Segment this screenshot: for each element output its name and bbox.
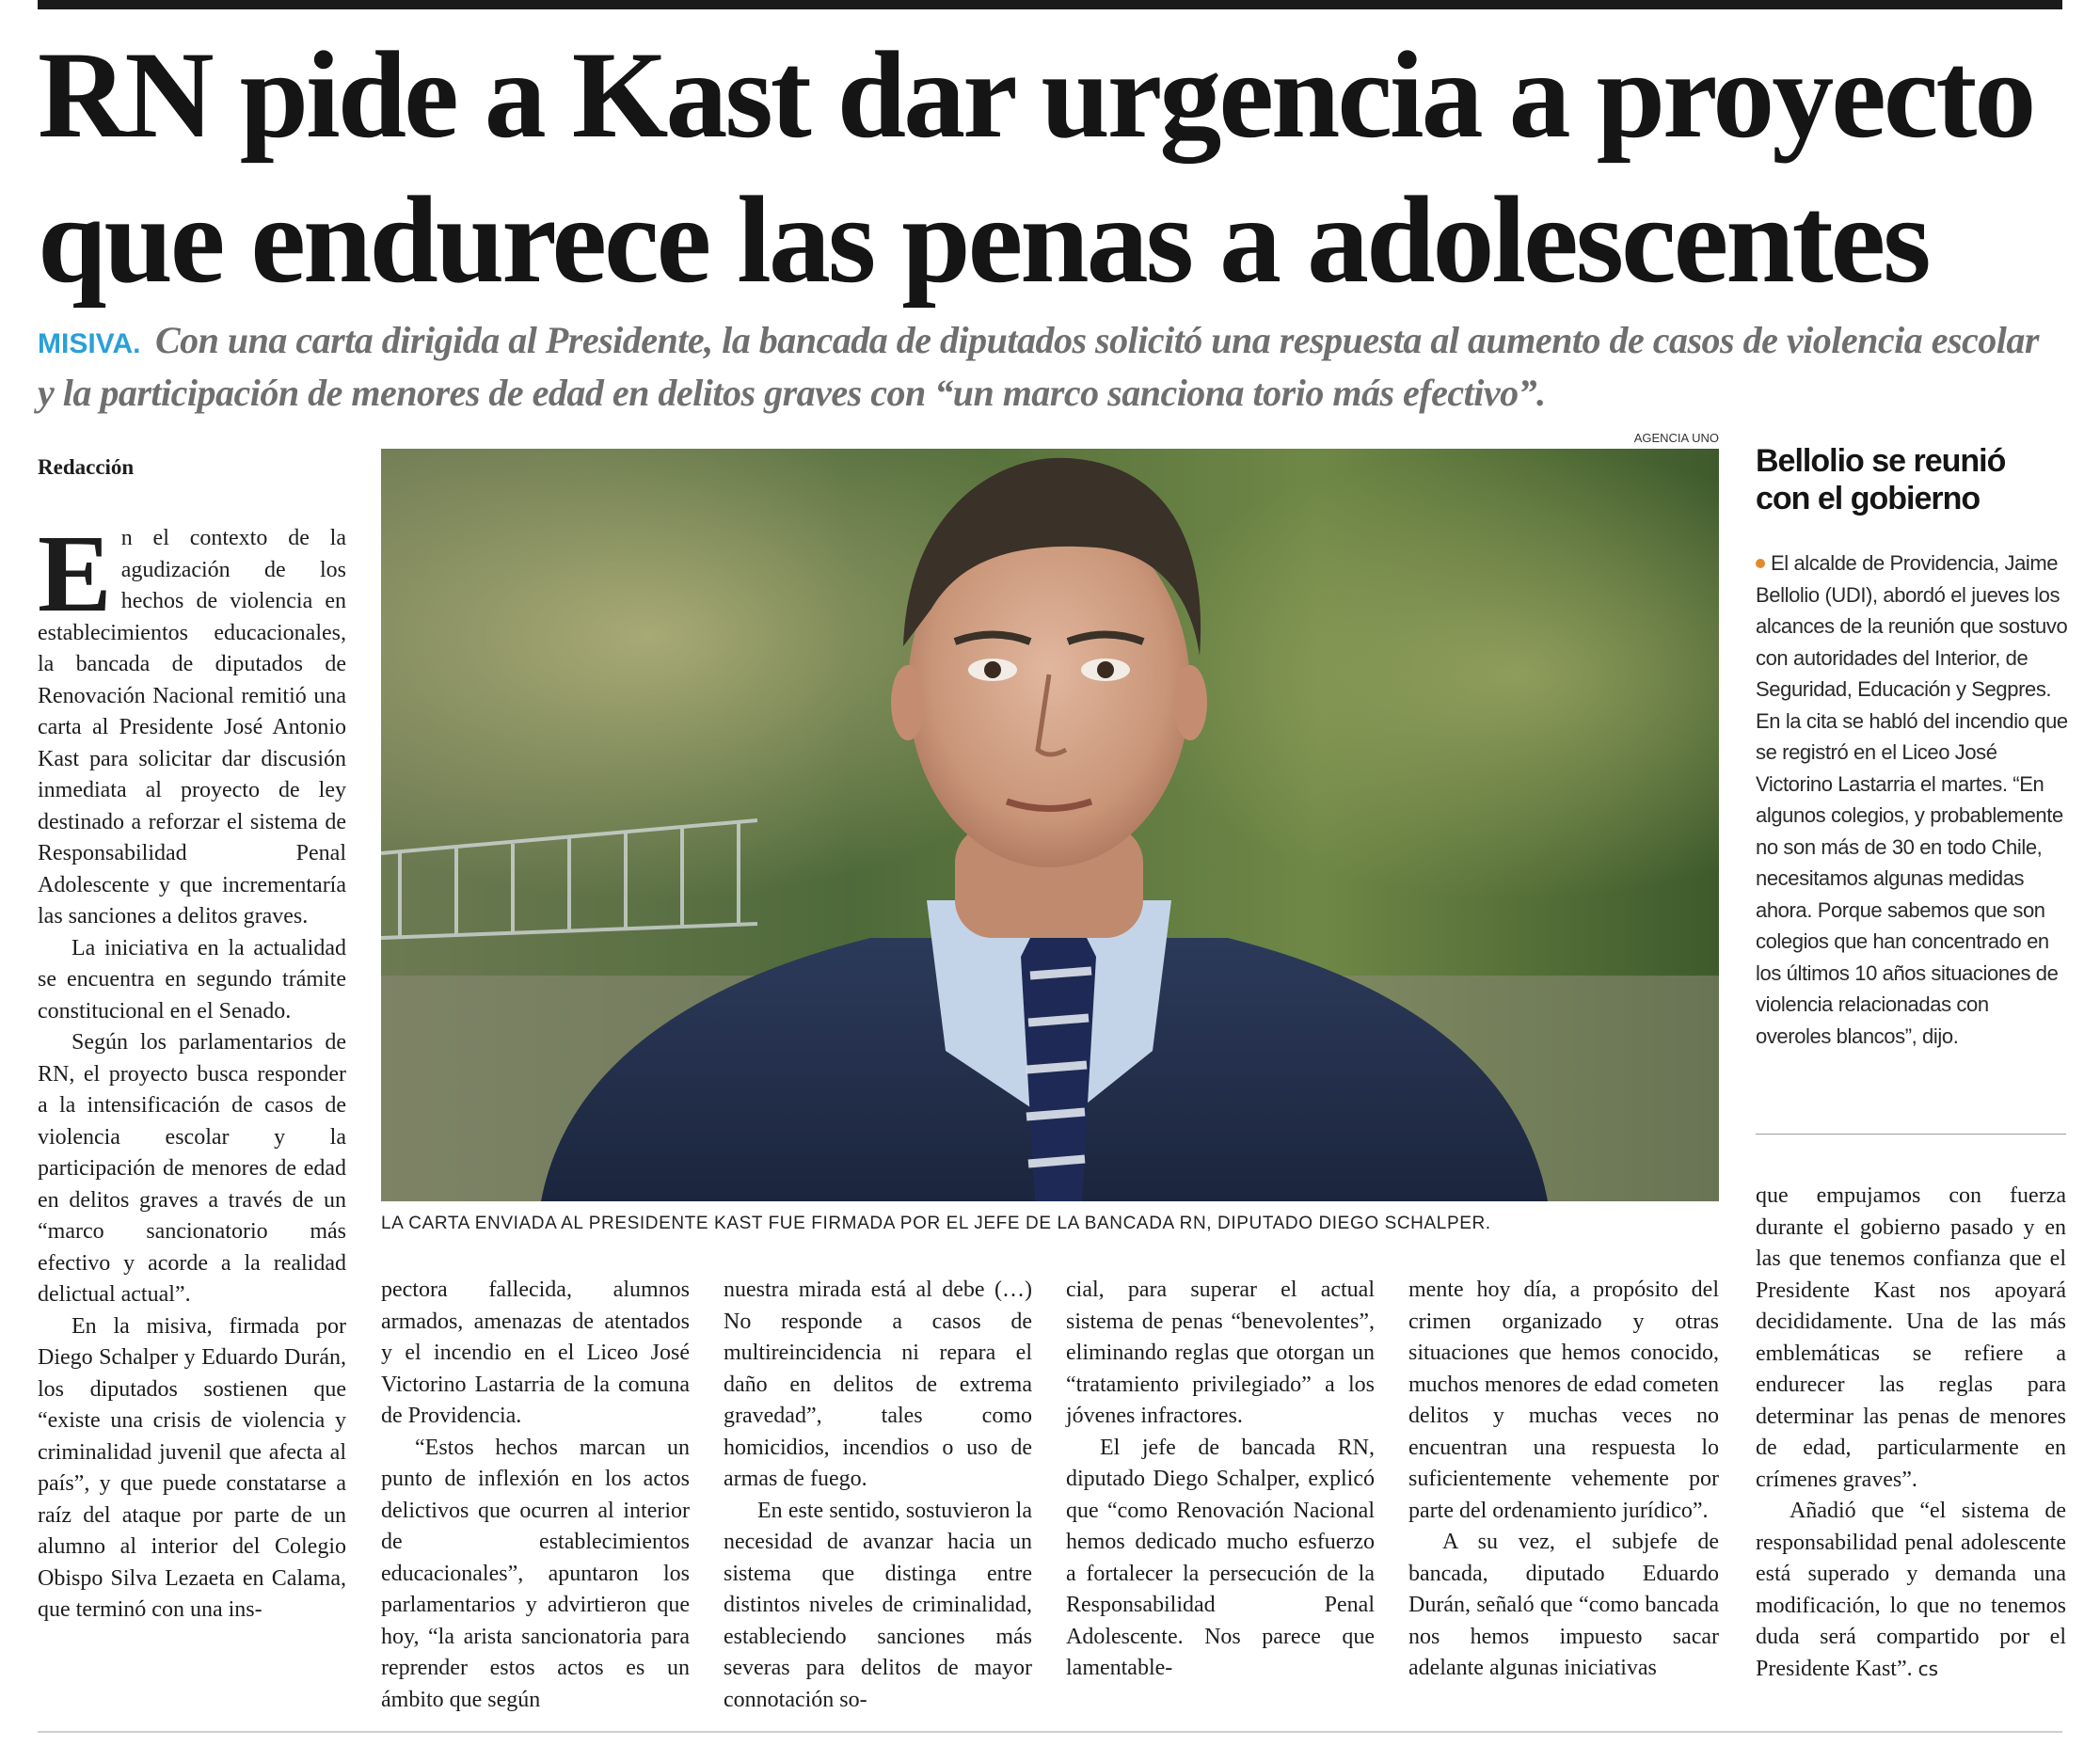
article-paragraph: Según los parlamentarios de RN, el proyecto busca responder a la intensificación de casos de violencia escolar y la participación de menores de edad en delitos graves a través de un “marco sancionatorio más efectivo y acorde a la realidad delictual actual”. (38, 1030, 346, 1307)
photo-caption: LA CARTA ENVIADA AL PRESIDENTE KAST FUE FIRMADA POR EL JEFE DE LA BANCADA RN, DIPUTADO DIEGO SCHALPER. (381, 1214, 1491, 1233)
bullet-icon (1756, 559, 1765, 568)
article-paragraph: En el contexto de la agudización de los hechos de violencia en establecimientos educacionales, la bancada de diputados de Renovación Nacional remitió una carta al Presidente José Antonio Kast para solicitar dar discusión inmediata al proyecto de ley destinado a reforzar el sistema de Responsabilidad Penal Adolescente y que incrementaría las sanciones a delitos graves. (38, 512, 346, 929)
deck (38, 316, 2060, 418)
deck-kicker: MISIVA. (38, 328, 141, 359)
photo (381, 449, 1719, 1201)
byline: Redacción (38, 455, 135, 479)
headline-line-2: que endurece las penas a adolescentes (38, 170, 1929, 309)
article-paragraph: A su vez, el subjefe de bancada, diputado Eduardo Durán, señaló que “como bancada nos hemos impuesto sacar adelante algunas iniciativas (1408, 1530, 1719, 1680)
article-column-4 (1066, 1275, 1375, 1685)
article-paragraph: En este sentido, sostuvieron la necesidad de avanzar hacia un sistema que distinga entre distintos niveles de criminalidad, estableciendo sanciones más severas para delitos de mayor connotación so- (724, 1498, 1032, 1712)
article-paragraph: En la misiva, firmada por Diego Schalper y Eduardo Durán, los diputados sostienen que “existe una crisis de violencia y criminalidad juvenil que afecta al país”, y que puede constatarse a raíz del ataque por parte de un alumno al interior del Colegio Obispo Silva Lezaeta en Calama, que terminó con una ins- (38, 1313, 346, 1622)
article-paragraph: La iniciativa en la actualidad se encuentra en segundo trámite constitucional en el Senado. (38, 935, 346, 1024)
article-paragraph: cial, para superar el actual sistema de penas “benevolentes”, eliminando reglas que otorgan un “tratamiento privilegiado” a los jóvenes infractores. (1066, 1278, 1375, 1428)
article-paragraph: mente hoy día, a propósito del crimen organizado y otras situaciones que hemos conocido, muchos menores de edad cometen delitos y muchas veces no encuentran una respuesta lo suficientemente vehemente por parte del ordenamiento jurídico”. (1408, 1278, 1719, 1523)
article-column-1 (38, 512, 346, 1627)
bottom-rule (38, 1731, 2062, 1733)
sidebar-divider (1756, 1134, 2066, 1135)
headline (38, 23, 2070, 312)
article-paragraph: nuestra mirada está al debe (…) No responde a casos de multireincidencia ni repara el daño en delitos de extrema gravedad”, tales como homicidios, incendios o uso de armas de fuego. (724, 1278, 1032, 1491)
deck-text: Con una carta dirigida al Presidente, la bancada de diputados solicitó una respuesta al aumento de casos de violencia escolar y la participación de menores de edad en delitos graves con “un marco sanciona torio más efectivo”. (38, 319, 2039, 414)
article-paragraph: “Estos hechos marcan un punto de inflexión en los actos delictivos que ocurren al interior de establecimientos educacionales”, apuntaron los parlamentarios y advirtieron que hoy, “la arista sancionatoria para reprender estos actos es un ámbito que según (381, 1435, 690, 1712)
headline-line-1: RN pide a Kast dar urgencia a proyecto (38, 25, 2034, 164)
sidebar-text: El alcalde de Providencia, Jaime Bellolio (UDI), abordó el jueves los alcances de la reunión que sostuvo con autoridades del Interior, de Seguridad, Educación y Segpres. En la cita se habló del incendio que se registró en el Liceo José Victorino Lastarria el martes. “En algunos colegios, y probablemente no son más de 30 en todo Chile, necesitamos algunas medidas ahora. Porque sabemos que son colegios que han concentrado en los últimos 10 años situaciones de violencia relacionadas con overoles blancos”, dijo. (1756, 551, 2068, 1048)
article-column-6 (1756, 1181, 2066, 1685)
drop-cap: E (38, 512, 112, 635)
portrait-photo (381, 449, 1719, 1201)
sidebar-title: Bellolio se reunió con el gobierno (1756, 443, 2006, 516)
article-column-2 (381, 1275, 690, 1716)
photo-credit: AGENCIA UNO (1633, 431, 1719, 445)
top-rule (38, 0, 2062, 9)
article-paragraph: que empujamos con fuerza durante el gobierno pasado y en las que tenemos confianza que el Presidente Kast nos apoyará decididamente. Una de las más emblemáticas se refiere a endurecer las reglas para determinar las penas de menores de edad, particularmente en crímenes graves”. (1756, 1183, 2066, 1492)
sidebar-body (1756, 548, 2068, 1052)
article-column-5 (1408, 1275, 1719, 1685)
end-mark-icon: cs (1917, 1657, 1939, 1680)
article-paragraph: Añadió que “el sistema de responsabilidad penal adolescente está superado y demanda una modificación, lo que no tenemos duda será compartido por el Presidente Kast”. cs (1756, 1499, 2066, 1681)
article-paragraph: pectora fallecida, alumnos armados, amenazas de atentados y el incendio en el Liceo José Victorino Lastarria de la comuna de Providencia. (381, 1278, 690, 1428)
article-column-3 (724, 1275, 1032, 1716)
article-paragraph: El jefe de bancada RN, diputado Diego Schalper, explicó que “como Renovación Nacional hemos dedicado mucho esfuerzo a fortalecer la persecución de la Responsabilidad Penal Adolescente. Nos parece que lamentable- (1066, 1435, 1375, 1680)
